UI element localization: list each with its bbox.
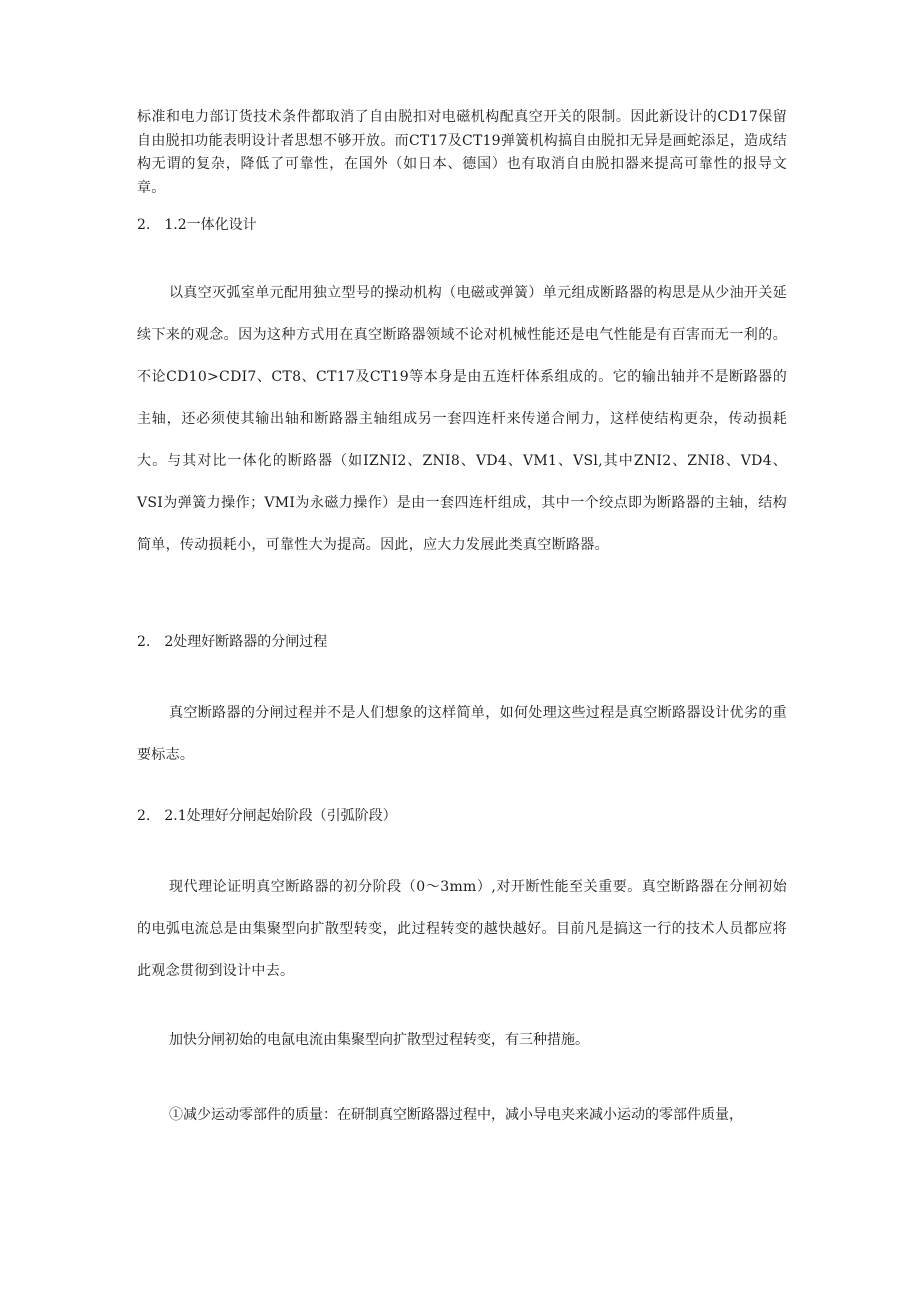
measures-paragraph: 加快分闸初始的电氤电流由集聚型向扩散型过程转变，有三种措施。 <box>169 1032 589 1048</box>
measure-item-1: ①减少运动零部件的质量：在研制真空断路器过程中，减小导电夹来减小运动的零部件质量， <box>169 1107 743 1123</box>
section-2-2-1-paragraph: 现代理论证明真空断路器的初分阶段（0～3mm）,对开断性能至关重要。真空断路器在分闸初始的电弧电流总是由集聚型向扩散型转变，此过程转变的越快越好。目前凡是搞这一行的技术人员都应将此观念贯彻到设计中去。 <box>137 879 787 979</box>
section-heading-2-2: 2. 2处理好断路器的分闸过程 <box>137 634 328 650</box>
section-heading-2-2-1: 2. 2.1处理好分闸起始阶段（引弧阶段） <box>137 808 397 824</box>
section-heading-1-2: 2. 1.2一体化设计 <box>137 217 257 233</box>
section-2-2-paragraph: 真空断路器的分闸过程并不是人们想象的这样简单，如何处理这些过程是真空断路器设计优劣的重要标志。 <box>137 705 787 763</box>
section-1-2-paragraph: 以真空灭弧室单元配用独立型号的操动机构（电磁或弹簧）单元组成断路器的构思是从少油开关延续下来的观念。因为这种方式用在真空断路器领域不论对机械性能还是电气性能是有百害而无一利的。不论CD10>CDI7、CT8、CT17及CT19等本身是由五连杆体系组成的。它的输出轴并不是断路器的主轴，还必须使其输出轴和断路器主轴组成另一套四连杆来传递合闸力，这样使结构更杂，传动损耗大。与其对比一体化的断路器（如IZNI2、ZNI8、VD4、VM1、VSl,其中ZNI2、ZNI8、VD4、VSI为弹簧力操作；VMI为永磁力操作）是由一套四连杆组成，其中一个绞点即为断路器的主轴，结构简单，传动损耗小，可靠性大为提高。因此，应大力发展此类真空断路器。 <box>137 285 787 553</box>
intro-paragraph: 标准和电力部订货技术条件都取消了自由脱扣对电磁机构配真空开关的限制。因此新设计的CD17保留自由脱扣功能表明设计者思想不够开放。而CT17及CT19弹簧机构搞自由脱扣无异是画蛇添足，造成结构无谓的复杂，降低了可靠性，在国外（如日本、德国）也有取消自由脱扣器来提高可靠性的报导文章。 <box>137 109 787 196</box>
